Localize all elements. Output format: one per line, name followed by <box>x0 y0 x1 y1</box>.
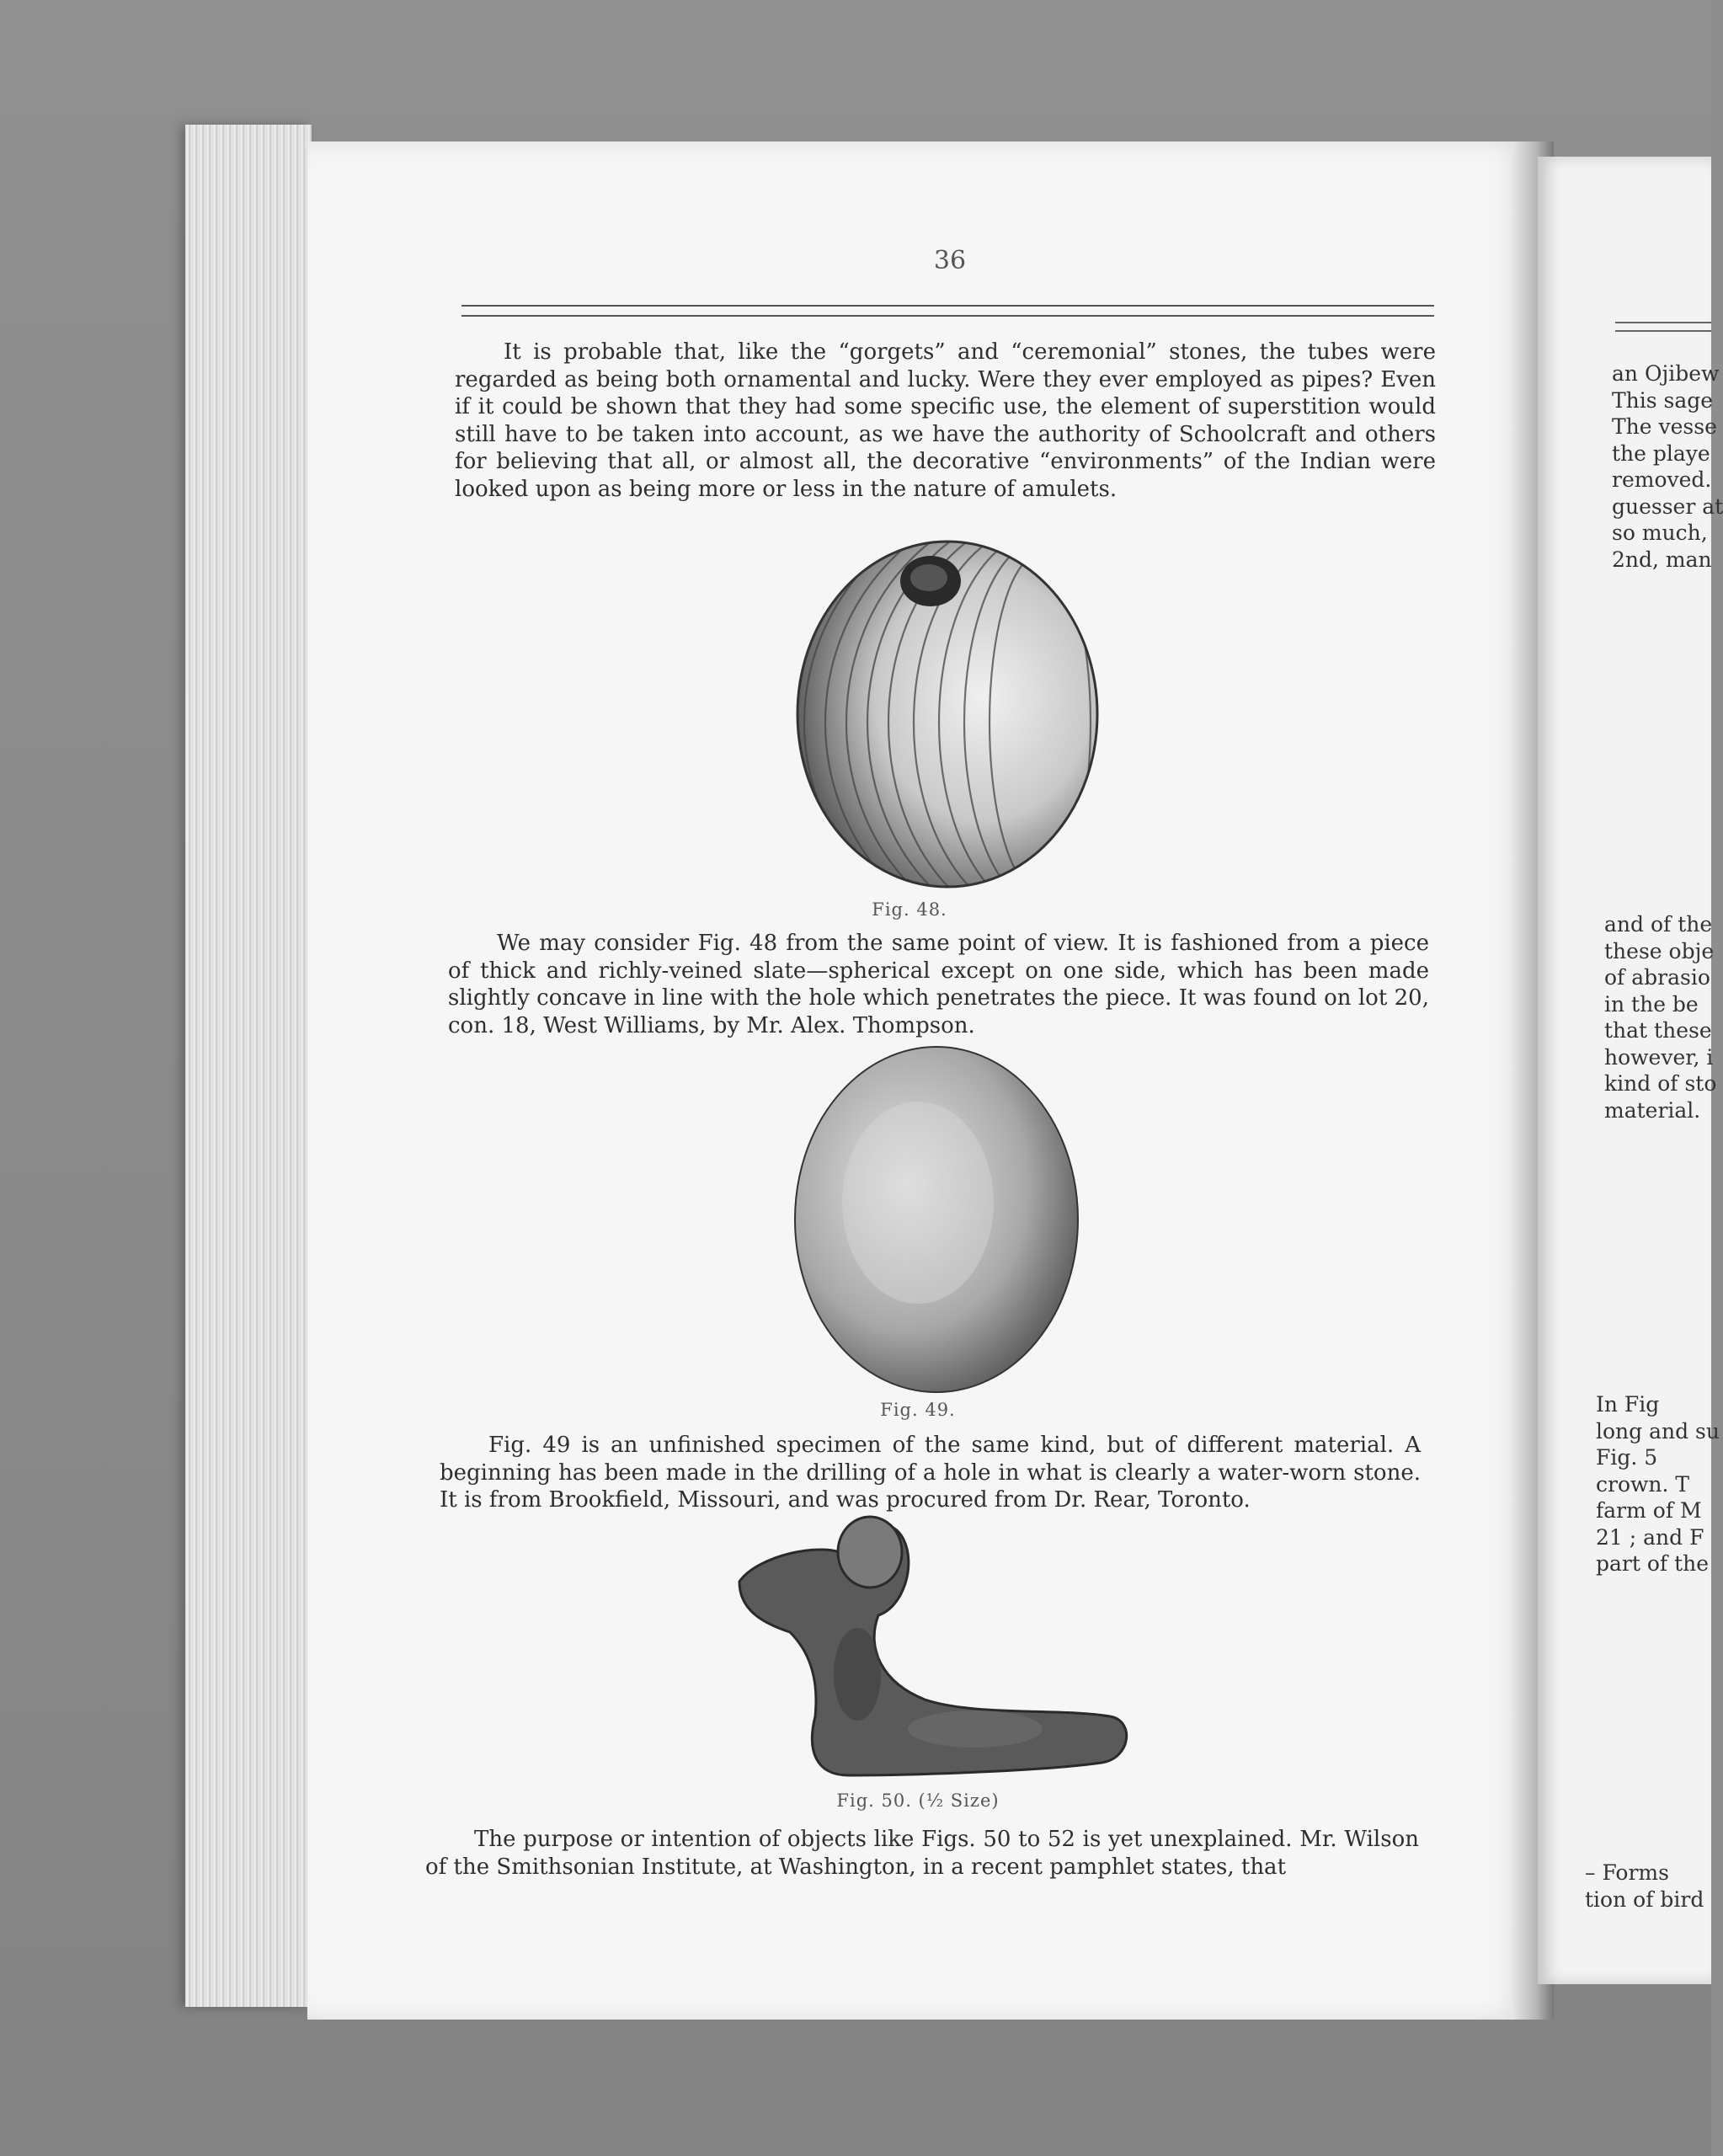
right-line: long and su <box>1596 1418 1720 1444</box>
right-page-text-block-4 <box>1585 1860 1711 1913</box>
right-page-text-block-1 <box>1612 360 1723 573</box>
paragraph-1 <box>455 339 1436 503</box>
paragraph-2-text: We may consider Fig. 48 from the same point of view. It is fashioned from a piece of thick and richly-veined slate—spherical except on one side, which has been made slightly concave in line with the hole which penetrates the piece. It was found on lot 20, con. 18, West Williams, by Mr. Alex. Thompson. <box>448 931 1429 1038</box>
right-line: removed. <box>1612 467 1712 492</box>
right-line: In Fig <box>1596 1392 1660 1417</box>
figure-48-caption: Fig. 48. <box>872 899 947 920</box>
figure-48-image <box>787 529 1107 899</box>
right-line: The vesse <box>1612 414 1717 439</box>
figure-49-image <box>792 1043 1082 1396</box>
right-line: This sage <box>1612 387 1714 413</box>
right-line: an Ojibew <box>1612 361 1720 386</box>
header-rule <box>461 305 1434 317</box>
paragraph-2 <box>448 930 1429 1039</box>
right-line: 2nd, man <box>1612 547 1712 572</box>
right-line: of abrasio <box>1604 965 1710 990</box>
right-line: kind of sto <box>1604 1071 1717 1096</box>
right-line: 21 ; and F <box>1596 1524 1704 1550</box>
right-line: – Forms <box>1585 1860 1669 1885</box>
figure-50-caption: Fig. 50. (½ Size) <box>836 1790 1000 1811</box>
right-line: however, i <box>1604 1044 1714 1070</box>
right-page-text-block-2 <box>1604 911 1717 1123</box>
right-line: and of the <box>1604 912 1713 937</box>
right-line: material. <box>1604 1097 1701 1123</box>
right-page-header-rule <box>1615 322 1711 332</box>
right-line: guesser at <box>1612 494 1723 519</box>
right-line: the playe <box>1612 440 1710 466</box>
paragraph-3-text: Fig. 49 is an unfinished specimen of the same kind, but of different material. A beginning has been made in the drilling of a hole in what is clearly a water-worn stone. It is from Brookfield, Missouri, and was procured from Dr. Rear, Toronto. <box>440 1433 1421 1513</box>
right-line: part of the <box>1596 1551 1710 1576</box>
right-page-text-block-3 <box>1596 1391 1720 1577</box>
figure-49-caption: Fig. 49. <box>880 1400 956 1420</box>
right-line: in the be <box>1604 991 1699 1017</box>
paragraph-1-text: It is probable that, like the “gorgets” and “ceremonial” stones, the tubes were regarded as being both ornamental and lucky. Were they ever employed as pipes? Even if it could be shown that they had some specific use, the element of superstition would still have to be taken into account, as we have the authority of Schoolcraft and others for believing that all, or almost all, the decorative “environments” of the Indian were looked upon as being more or less in the nature of amulets. <box>455 339 1436 502</box>
right-line: farm of M <box>1596 1498 1702 1523</box>
paragraph-4-text: The purpose or intention of objects like Figs. 50 to 52 is yet unexplained. Mr. Wilson of the Smithsonian Institute, at Washington, in a recent pamphlet states, that <box>425 1827 1419 1880</box>
figure-50-image <box>723 1506 1135 1784</box>
right-line: so much, <box>1612 520 1708 545</box>
paragraph-3 <box>440 1432 1421 1514</box>
right-line: these obje <box>1604 938 1715 963</box>
book-page-edges <box>185 125 312 2007</box>
right-line: that these <box>1604 1018 1712 1043</box>
right-line: crown. T <box>1596 1471 1690 1497</box>
right-line: Fig. 5 <box>1596 1445 1658 1470</box>
page-number: 36 <box>933 246 967 275</box>
paragraph-4 <box>425 1826 1419 1881</box>
right-line: tion of bird <box>1585 1886 1704 1912</box>
